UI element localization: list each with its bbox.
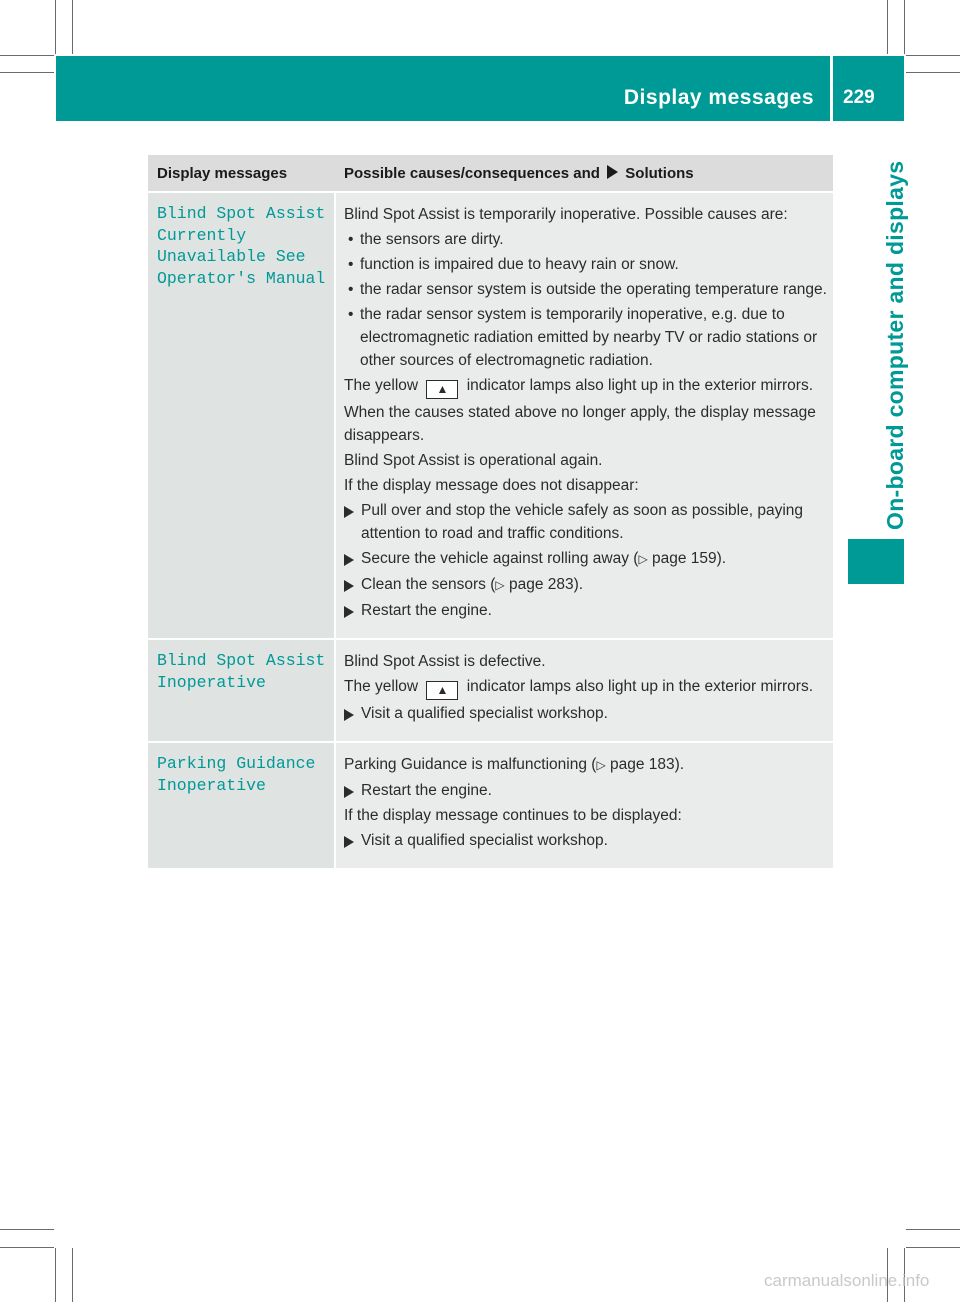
paragraph: Blind Spot Assist is operational again. [344,452,603,469]
solution-steps [344,499,827,622]
solution-cell [335,192,833,639]
section-title: Display messages [623,86,814,109]
step-arrow-icon [344,554,354,566]
page-ref-icon: ▷ [495,578,505,592]
column-header-messages: Display messages [148,155,335,192]
message-line: Inoperative [157,672,266,692]
solution-steps [344,829,827,852]
page-ref-icon: ▷ [638,552,648,566]
lamp-note-pre: The yellow [344,377,419,394]
cause-item: • function is impaired due to heavy rain or snow. [344,253,827,276]
crop-mark [906,1247,960,1248]
message-cell [148,639,335,742]
crop-mark [72,0,73,54]
step-arrow-icon [344,786,354,798]
step-text: Restart the engine. [361,602,492,619]
crop-mark [906,55,960,56]
cause-intro: Blind Spot Assist is temporarily inoperative. Possible causes are: [344,206,788,223]
solution-step [344,547,827,571]
page-ref-icon: ▷ [596,758,606,772]
step-arrow-icon [344,709,354,721]
page-ref-link[interactable]: page 183). [609,756,685,773]
blind-spot-warning-lamp-icon: ▲ [426,681,458,700]
page-number: 229 [843,87,875,108]
solution-step [344,779,827,802]
message-cell [148,192,335,639]
solution-step [344,702,827,725]
solution-cell [335,639,833,742]
step-text: Restart the engine. [361,782,492,799]
table-row [148,639,833,742]
column-header-solutions-a: Possible causes/consequences and [344,165,600,182]
solution-arrow-icon [607,165,618,179]
display-messages-table [148,155,833,870]
crop-mark [0,55,54,56]
crop-mark [55,0,56,54]
solution-steps [344,702,827,725]
cause-item: • the sensors are dirty. [344,228,827,251]
step-arrow-icon [344,836,354,848]
message-line: Inoperative [157,775,266,795]
solution-step [344,599,827,622]
solution-step [344,829,827,852]
crop-mark [904,0,905,54]
page-header [56,56,904,121]
page-ref-link[interactable]: page 159). [651,550,727,567]
column-header-solutions [335,155,833,192]
cause-intro: Blind Spot Assist is defective. [344,653,546,670]
message-cell [148,742,335,869]
cause-item: • the radar sensor system is outside the operating temperature range. [344,278,827,301]
solution-step [344,499,827,545]
page-ref-link[interactable]: page 283). [508,576,584,593]
solution-cell [335,742,833,869]
message-line: Unavailable See [157,247,306,266]
crop-mark [0,72,54,73]
message-line: Parking Guidance [157,754,316,773]
cause-intro [344,753,827,777]
message-line: Blind Spot Assist [157,651,326,670]
header-divider [830,56,833,121]
message-line: Currently [157,225,247,245]
table-header-row [148,155,833,192]
crop-mark [887,0,888,54]
lamp-note-pre: The yellow [344,678,419,695]
crop-mark [0,1247,54,1248]
step-arrow-icon [344,606,354,618]
cause-item: • the radar sensor system is temporarily inoperative, e.g. due to electromagnetic radiation emitted by nearby TV or radio stations or other sources of electromagnetic radiation. [344,303,827,372]
message-line: Operator's Manual [157,268,326,288]
solution-step [344,573,827,597]
crop-mark [72,1248,73,1302]
column-header-solutions-b: Solutions [625,165,694,182]
lamp-note [344,675,827,700]
step-text: Visit a qualified specialist workshop. [361,705,608,722]
crop-mark [906,1229,960,1230]
crop-mark [906,72,960,73]
step-text: Pull over and stop the vehicle safely as soon as possible, paying attention to road and traffic conditions. [361,502,804,542]
blind-spot-warning-lamp-icon: ▲ [426,380,458,399]
crop-mark [55,1248,56,1302]
watermark: carmanualsonline.info [764,1271,930,1290]
solution-steps [344,779,827,802]
step-text: Secure the vehicle against rolling away ( [361,550,639,567]
table-row [148,742,833,869]
lamp-note [344,374,827,399]
chapter-marker [848,539,904,584]
lamp-note-post: indicator lamps also light up in the exterior mirrors. [466,678,814,695]
step-arrow-icon [344,580,354,592]
table-row [148,192,833,639]
step-text: Clean the sensors ( [361,576,496,593]
step-text: Visit a qualified specialist workshop. [361,832,608,849]
chapter-label: On-board computer and displays [882,160,908,530]
paragraph: If the display message does not disappear: [344,477,639,494]
paragraph: When the causes stated above no longer apply, the display message disappears. [344,404,816,444]
paragraph: If the display message continues to be displayed: [344,807,682,824]
message-line: Blind Spot Assist [157,204,326,223]
crop-mark [0,1229,54,1230]
step-arrow-icon [344,506,354,518]
lamp-note-post: indicator lamps also light up in the exterior mirrors. [466,377,814,394]
cause-list [344,228,827,372]
cause-intro-text: Parking Guidance is malfunctioning ( [344,756,597,773]
